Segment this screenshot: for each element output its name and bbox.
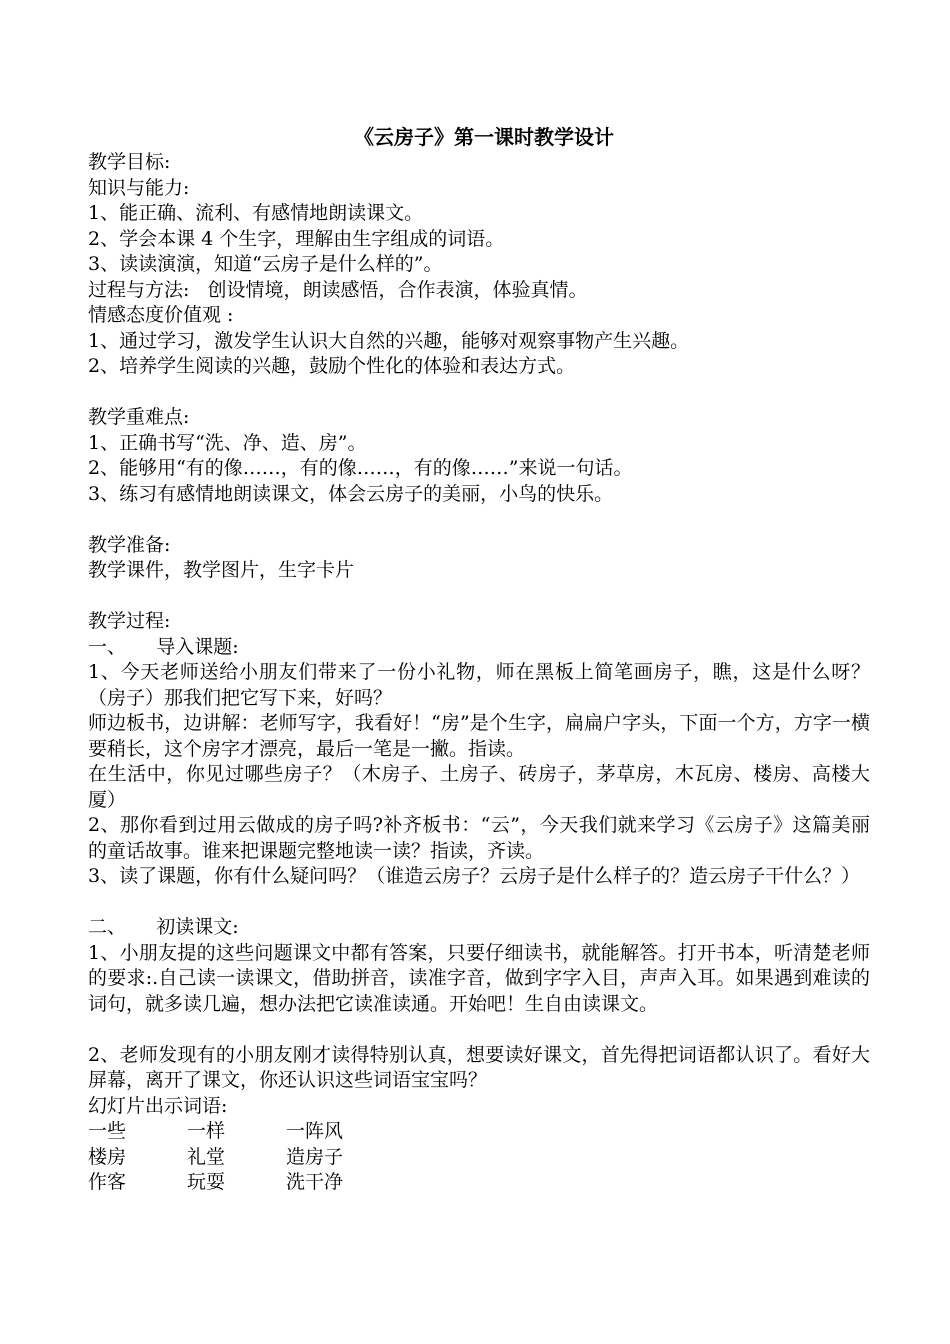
slide-intro: 幻灯片出示词语: <box>88 1094 228 1117</box>
spacer <box>88 380 870 406</box>
vocab-word: 玩耍 <box>187 1171 226 1193</box>
vocab-row <box>88 1119 870 1145</box>
spacer <box>88 584 870 610</box>
key-point-item: 2、能够用“有的像……，有的像……，有的像……”来说一句话。 <box>88 457 633 479</box>
section-heading: 一、 导入课题: <box>88 635 239 658</box>
emotion-item: 2、培养学生阅读的兴趣，鼓励个性化的体验和表达方式。 <box>88 355 576 377</box>
knowledge-heading: 知识与能力: <box>88 176 190 199</box>
paragraph: 在生活中，你见过哪些房子？（木房子、土房子、砖房子，茅草房，木瓦房、楼房、高楼大厦） <box>88 763 870 811</box>
page-title: 《云房子》第一课时教学设计 <box>354 125 614 149</box>
spacer <box>88 507 870 533</box>
spacer <box>88 890 870 916</box>
preparation-content: 教学课件，教学图片，生字卡片 <box>88 559 355 581</box>
knowledge-item: 1、能正确、流利、有感情地朗读课文。 <box>88 202 424 224</box>
knowledge-item: 2、学会本课 4 个生字，理解由生字组成的词语。 <box>88 227 505 250</box>
emotion-item: 1、通过学习，激发学生认识大自然的兴趣，能够对观察事物产生兴趣。 <box>88 329 690 352</box>
vocab-word: 礼堂 <box>187 1145 226 1168</box>
paragraph: 师边板书，边讲解：老师写字，我看好！“房”是个生字，扁扁户字头，下面一个方，方字一横要稍长，这个房字才漂亮，最后一笔是一撇。指读。 <box>88 712 870 760</box>
section-heading: 二、 初读课文: <box>88 916 239 938</box>
paragraph: 2、老师发现有的小朋友刚才读得特别认真，想要读好课文，首先得把词语都认识了。看好大屏幕，离开了课文，你还认识这些词语宝宝吗？ <box>88 1043 870 1091</box>
process-heading: 教学过程: <box>88 610 171 632</box>
paragraph: 2、那你看到过用云做成的房子吗?补齐板书：“云”，今天我们就来学习《云房子》这篇美丽的童话故事。谁来把课题完整地读一读？指读，齐读。 <box>88 814 870 862</box>
vocab-word: 一阵风 <box>286 1120 344 1142</box>
preparation-heading: 教学准备: <box>88 533 171 556</box>
knowledge-item: 3、读读演演，知道“云房子是什么样的”。 <box>88 253 443 275</box>
vocab-word: 造房子 <box>286 1145 344 1168</box>
objectives-heading: 教学目标: <box>88 151 171 173</box>
key-point-item: 1、正确书写“洗、净、造、房”。 <box>88 431 367 454</box>
vocab-word: 楼房 <box>88 1145 127 1168</box>
paragraph: 1、小朋友提的这些问题课文中都有答案，只要仔细读书，就能解答。打开书本，听清楚老师的要求:.自己读一读课文，借助拼音，读准字音，做到字字入目，声声入耳。如果遇到难读的词句，就多读几遍，想办法把它读准读通。开始吧！生自由读课文。 <box>88 941 870 1015</box>
vocab-word: 洗干净 <box>286 1171 344 1193</box>
vocab-word: 一些 <box>88 1120 127 1142</box>
emotion-heading: 情感态度价值观 : <box>88 304 234 326</box>
key-point-item: 3、练习有感情地朗读课文，体会云房子的美丽，小鸟的快乐。 <box>88 482 614 505</box>
document-page <box>88 124 870 1196</box>
vocab-word: 一样 <box>187 1120 226 1142</box>
vocab-word: 作客 <box>88 1171 127 1193</box>
spacer <box>88 1017 870 1043</box>
paragraph: 1、今天老师送给小朋友们带来了一份小礼物，师在黑板上简笔画房子，瞧，这是什么呀？（房子）那我们把它写下来，好吗？ <box>88 661 870 709</box>
key-points-heading: 教学重难点: <box>88 406 190 428</box>
process-method-line: 过程与方法: 创设情境，朗读感悟，合作表演，体验真情。 <box>88 278 588 301</box>
vocab-row <box>88 1170 870 1196</box>
vocab-row <box>88 1145 870 1171</box>
paragraph: 3、读了课题，你有什么疑问吗？（谁造云房子？云房子是什么样子的？造云房子干什么？） <box>88 865 861 887</box>
